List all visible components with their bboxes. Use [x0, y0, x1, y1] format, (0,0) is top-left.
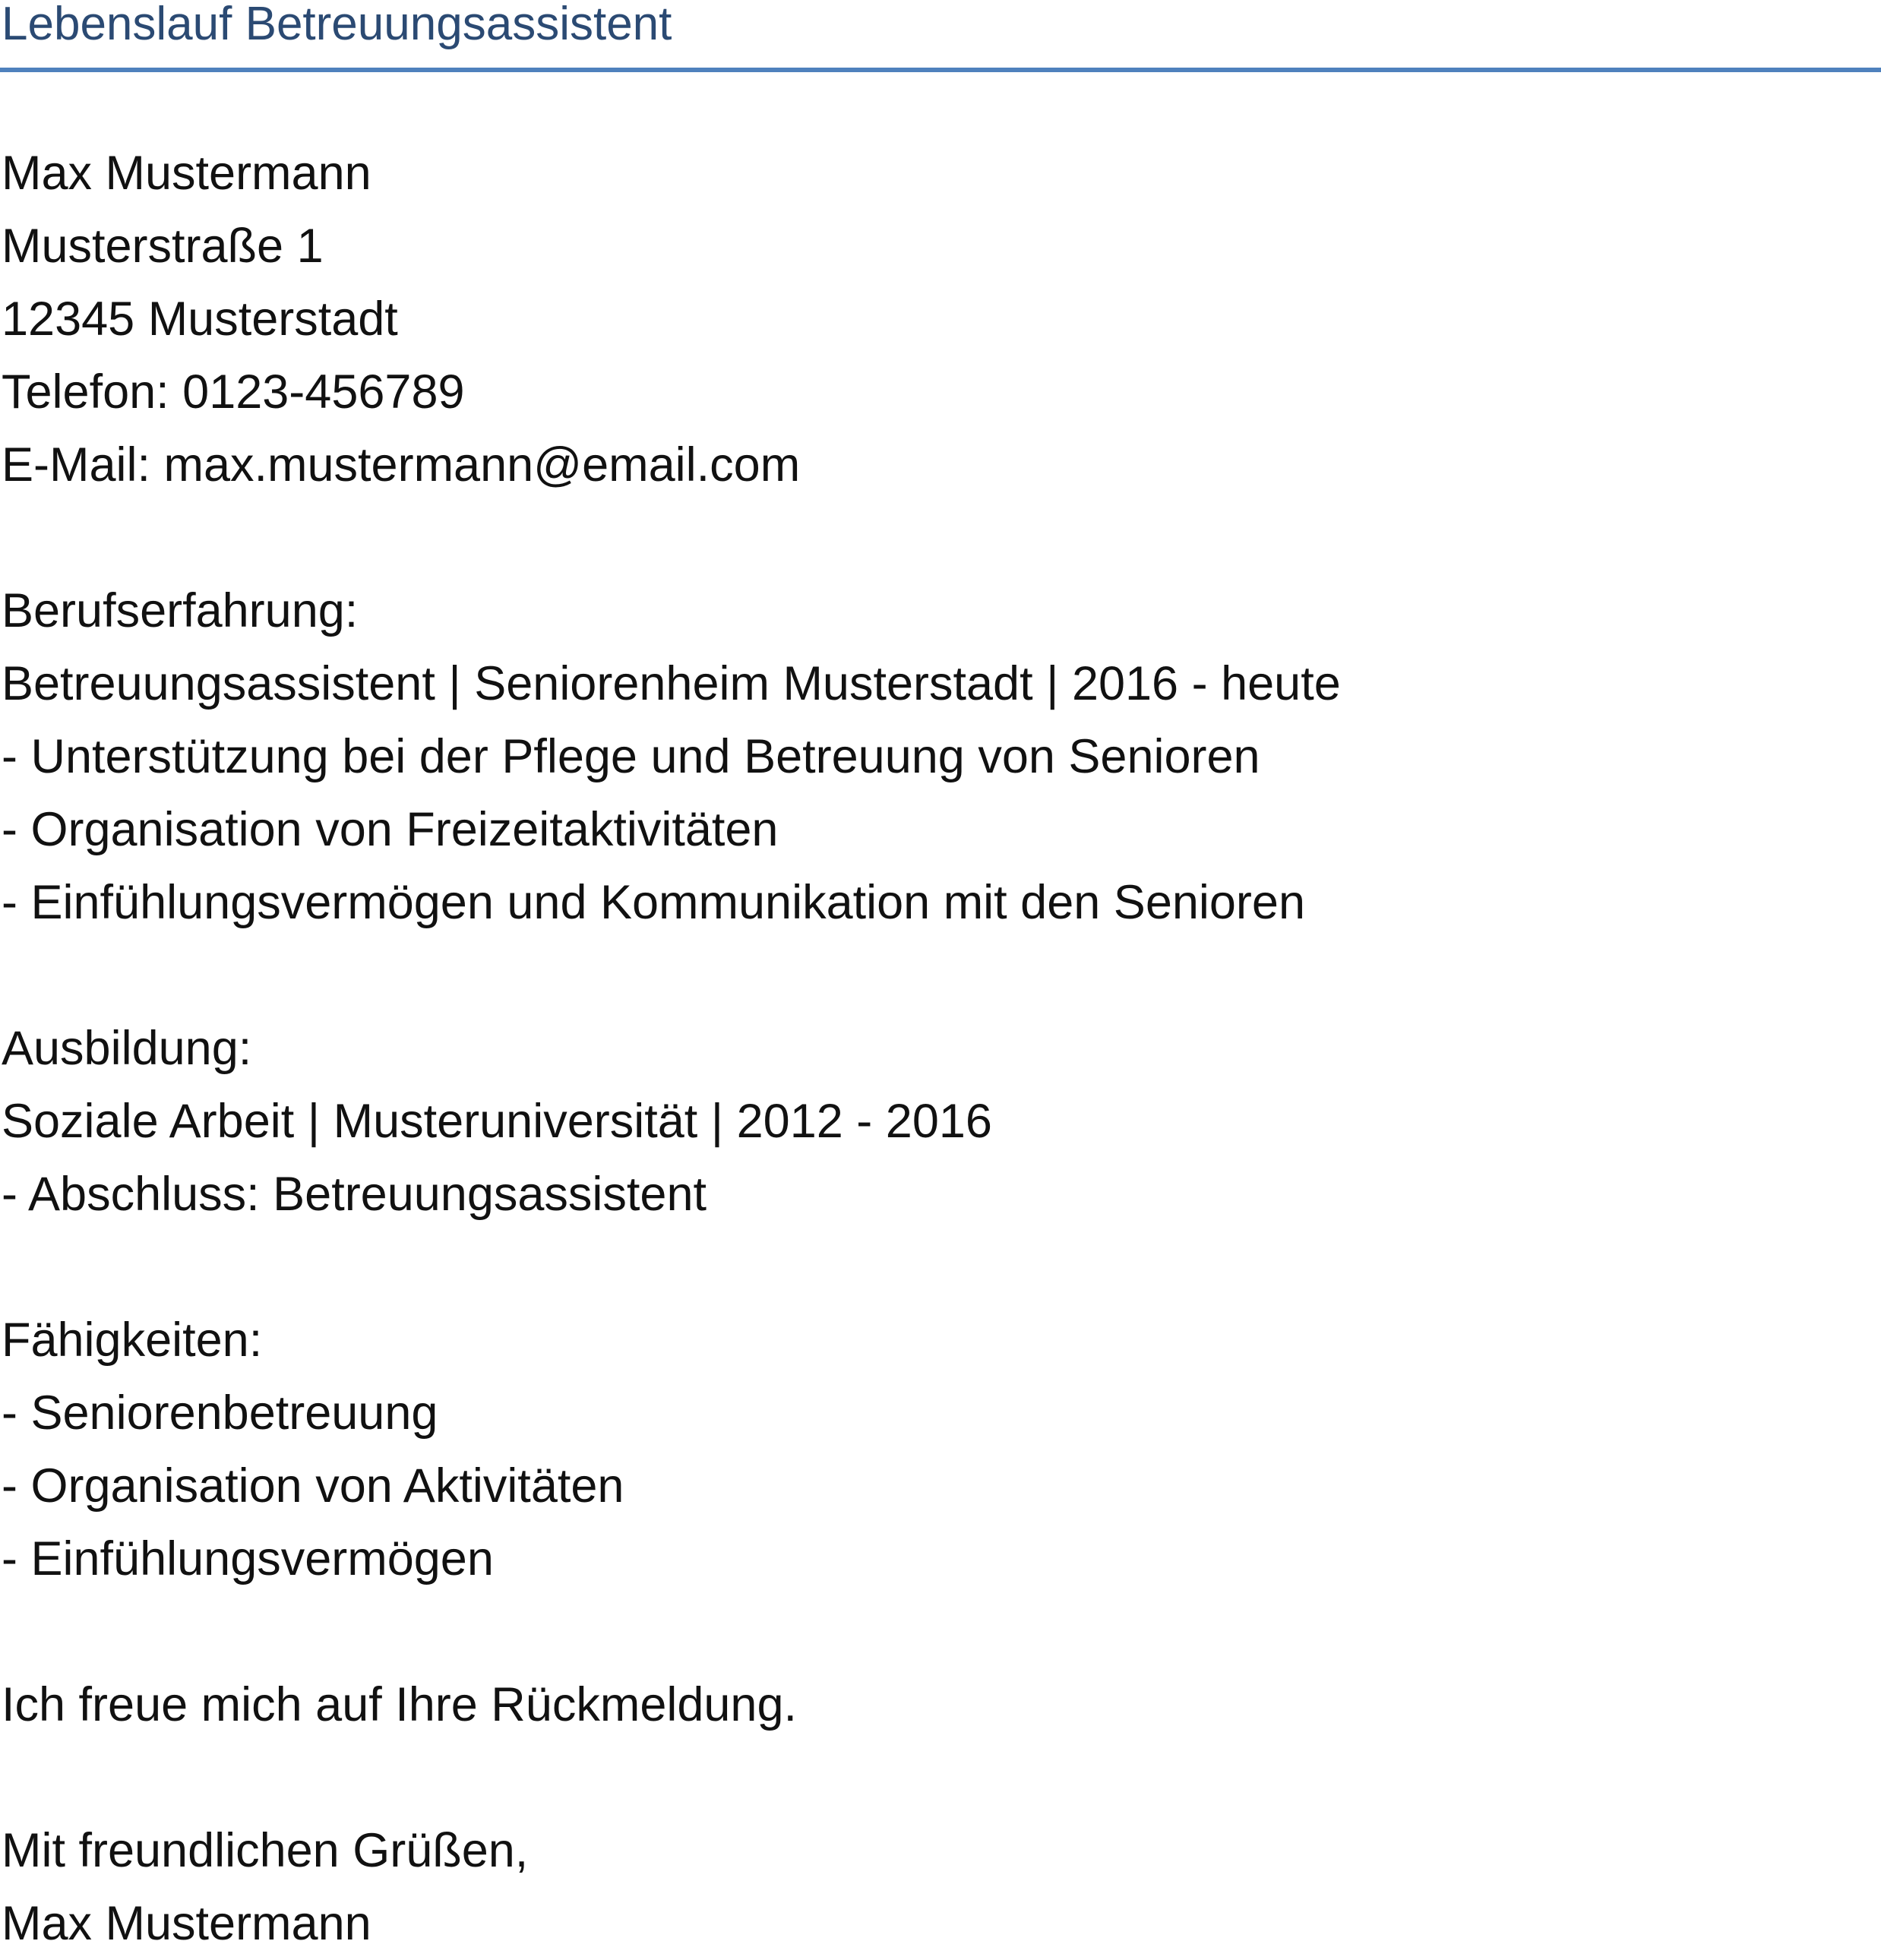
education-entry: Soziale Arbeit | Musteruniversität | 2012 - 2016 — [2, 1095, 992, 1148]
salutation: Mit freundlichen Grüßen, — [2, 1824, 529, 1877]
experience-bullet: - Organisation von Freizeitaktivitäten — [2, 803, 779, 856]
spacer — [2, 1741, 1341, 1814]
skills-bullet: - Organisation von Aktivitäten — [2, 1459, 624, 1513]
contact-email: E-Mail: max.mustermann@email.com — [2, 438, 801, 492]
experience-role: Betreuungsassistent | Seniorenheim Musterstadt | 2016 - heute — [2, 657, 1341, 710]
experience-heading: Berufserfahrung: — [2, 584, 359, 637]
document-body — [2, 137, 1341, 1960]
document-title: Lebenslauf Betreuungsassistent — [2, 0, 672, 50]
spacer — [2, 1231, 1341, 1304]
skills-heading: Fähigkeiten: — [2, 1314, 263, 1367]
skills-bullet: - Einfühlungsvermögen — [2, 1532, 494, 1585]
title-underline — [0, 68, 1881, 72]
spacer — [2, 501, 1341, 574]
spacer — [2, 1595, 1341, 1668]
education-bullet: - Abschluss: Betreuungsassistent — [2, 1168, 707, 1221]
spacer — [2, 939, 1341, 1012]
education-heading: Ausbildung: — [2, 1022, 252, 1075]
signature-name: Max Mustermann — [2, 1897, 371, 1950]
experience-bullet: - Einfühlungsvermögen und Kommunikation mit den Senioren — [2, 876, 1305, 929]
skills-bullet: - Seniorenbetreuung — [2, 1386, 438, 1440]
contact-phone: Telefon: 0123-456789 — [2, 365, 465, 419]
contact-street: Musterstraße 1 — [2, 220, 324, 273]
experience-bullet: - Unterstützung bei der Pflege und Betreuung von Senioren — [2, 730, 1260, 783]
contact-city: 12345 Musterstadt — [2, 292, 398, 346]
closing-line: Ich freue mich auf Ihre Rückmeldung. — [2, 1678, 798, 1731]
contact-name: Max Mustermann — [2, 147, 371, 200]
